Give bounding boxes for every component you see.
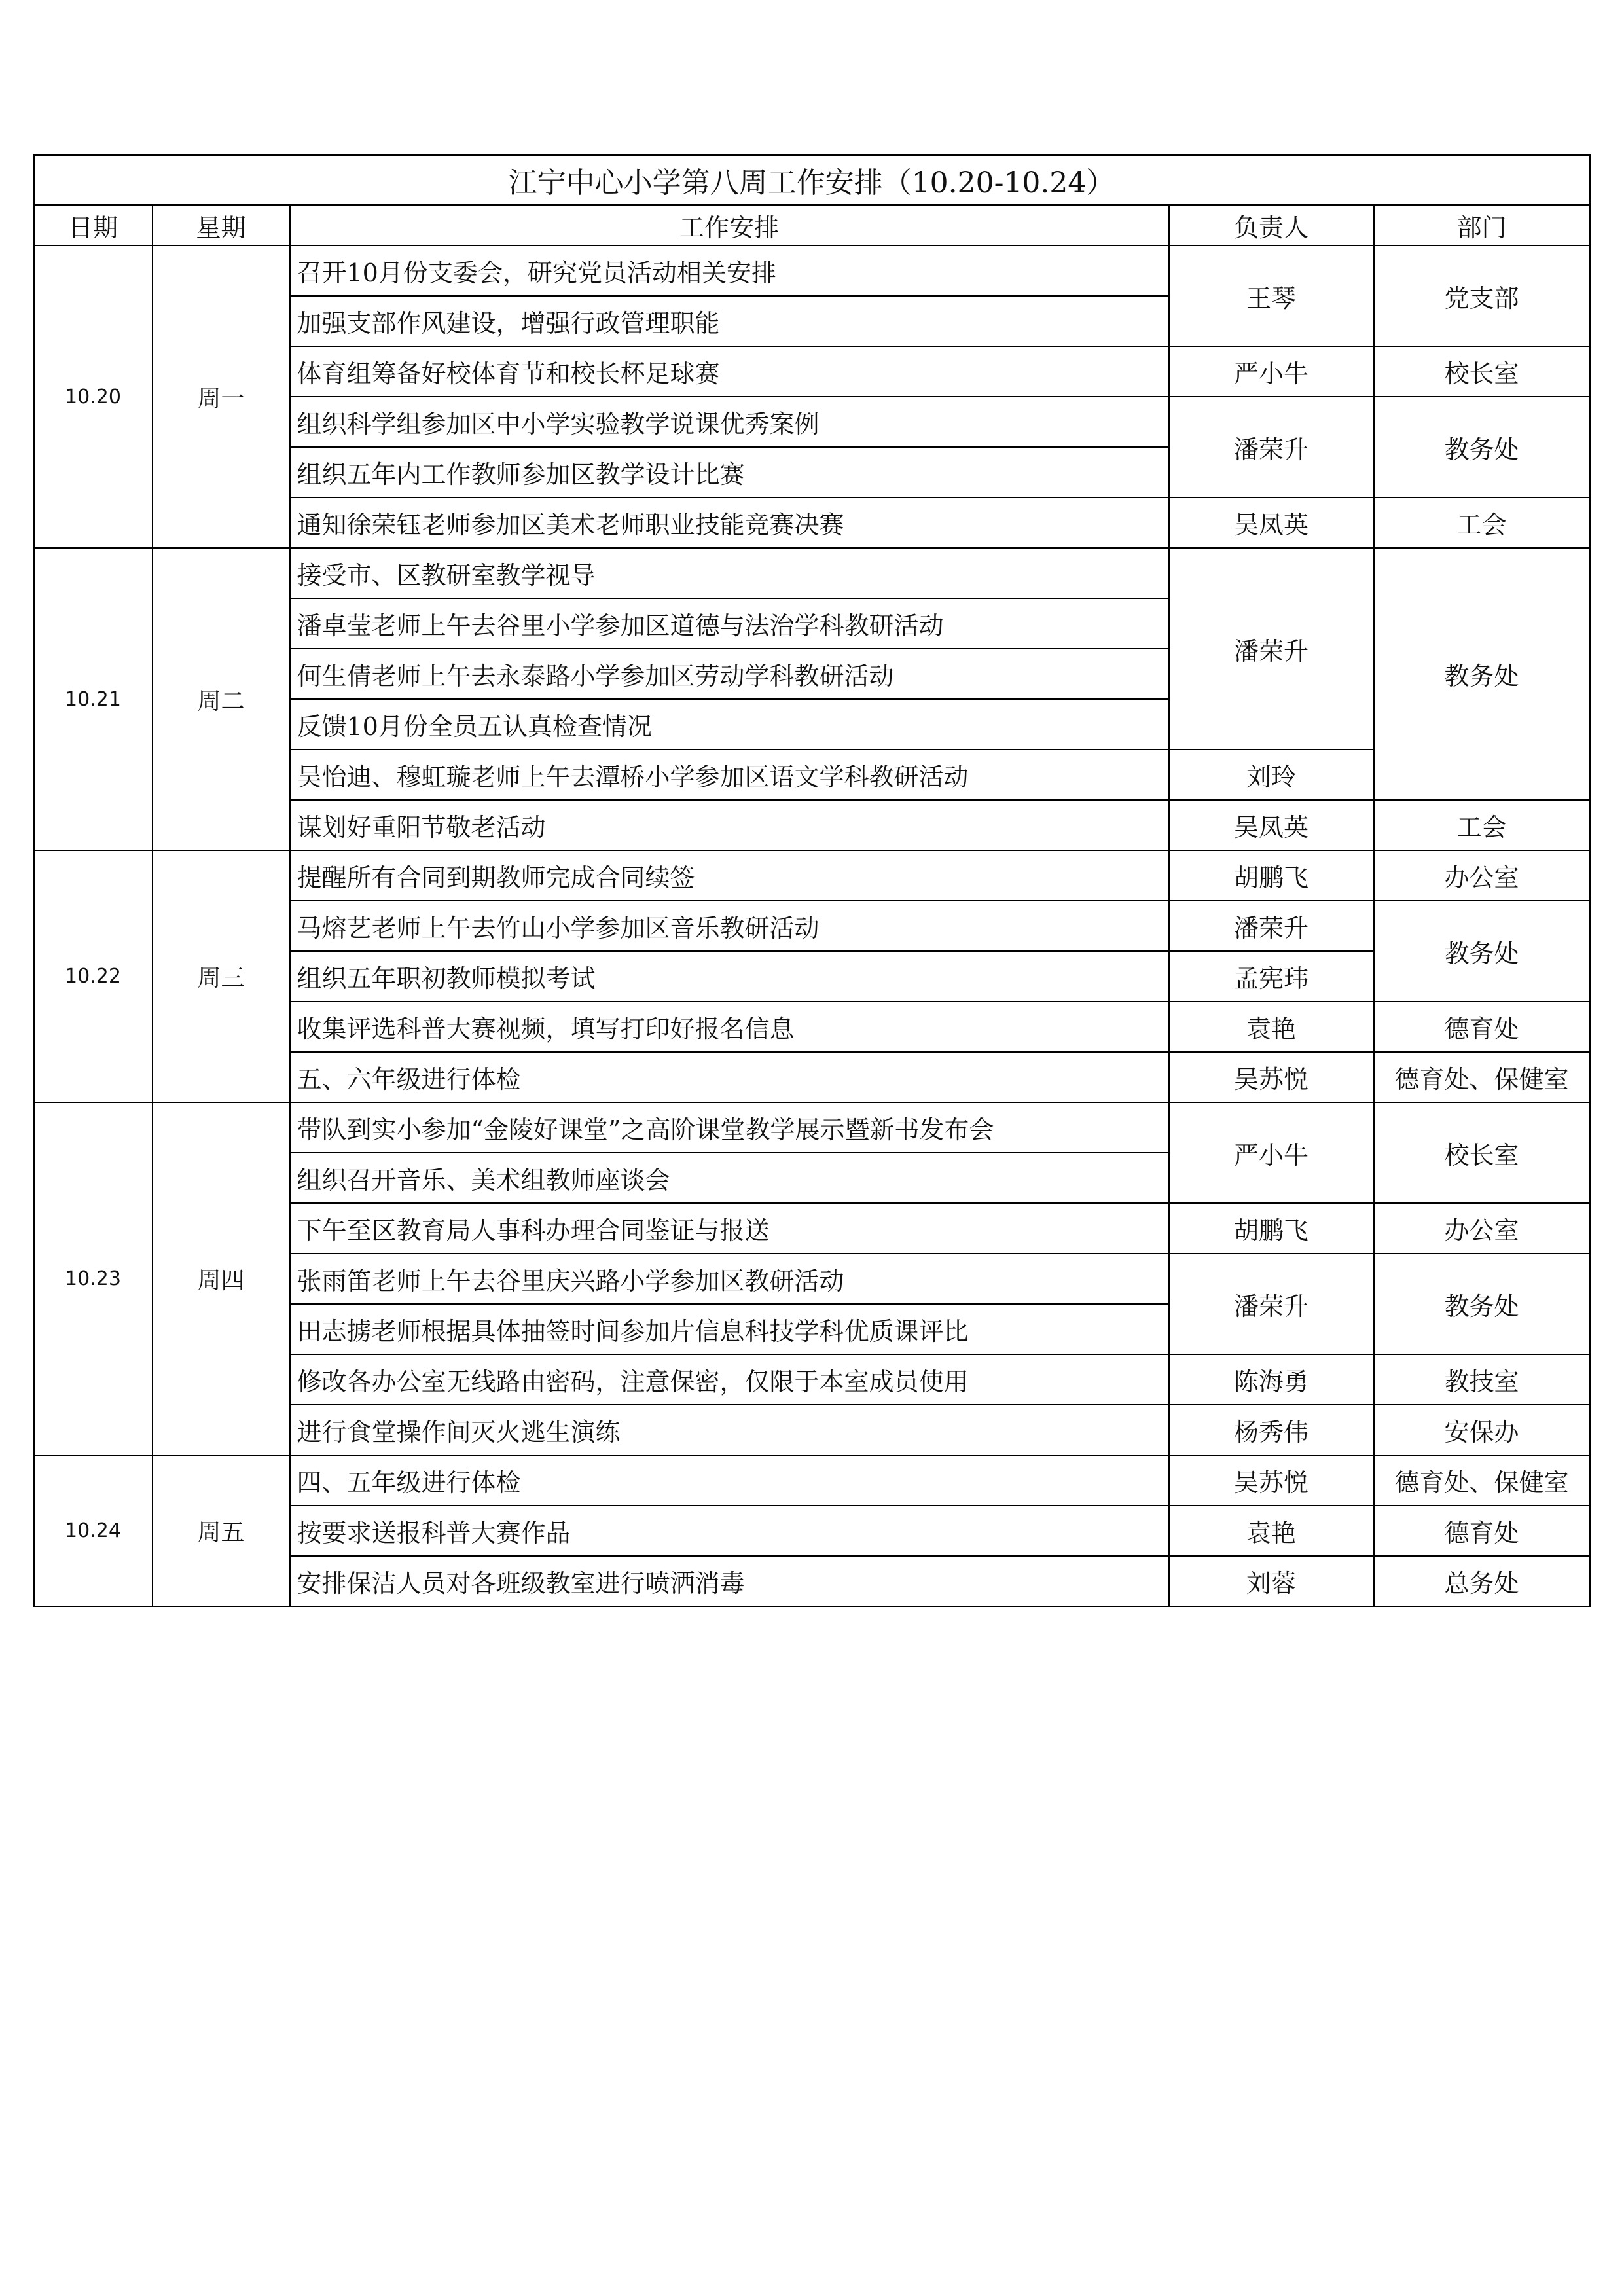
dept-cell: 校长室: [1374, 1102, 1590, 1203]
owner-cell: 吴凤英: [1169, 497, 1374, 548]
dept-cell: 德育处: [1374, 1506, 1590, 1556]
owner-cell: 潘荣升: [1169, 901, 1374, 951]
task-cell: 收集评选科普大赛视频，填写打印好报名信息: [290, 1002, 1169, 1052]
table-row: [34, 1455, 1590, 1506]
dept-cell: 教务处: [1374, 901, 1590, 1002]
weekday-cell: 周五: [153, 1455, 290, 1606]
task-cell: 五、六年级进行体检: [290, 1052, 1169, 1102]
task-cell: 接受市、区教研室教学视导: [290, 548, 1169, 598]
dept-cell: 德育处: [1374, 1002, 1590, 1052]
header-owner: 负责人: [1169, 205, 1374, 246]
date-cell: 10.22: [34, 850, 153, 1102]
dept-cell: 德育处、保健室: [1374, 1052, 1590, 1102]
dept-cell: 教务处: [1374, 548, 1590, 800]
task-cell: 马熔艺老师上午去竹山小学参加区音乐教研活动: [290, 901, 1169, 951]
owner-cell: 刘蓉: [1169, 1556, 1374, 1606]
table-row: [34, 850, 1590, 901]
owner-cell: 潘荣升: [1169, 397, 1374, 497]
task-cell: 提醒所有合同到期教师完成合同续签: [290, 850, 1169, 901]
owner-cell: 吴苏悦: [1169, 1052, 1374, 1102]
table-row: [34, 548, 1590, 598]
owner-cell: 潘荣升: [1169, 548, 1374, 750]
owner-cell: 胡鹏飞: [1169, 1203, 1374, 1254]
table-row: [34, 245, 1590, 296]
owner-cell: 杨秀伟: [1169, 1405, 1374, 1455]
owner-cell: 王琴: [1169, 245, 1374, 346]
header-date: 日期: [34, 205, 153, 246]
task-cell: 进行食堂操作间灭火逃生演练: [290, 1405, 1169, 1455]
owner-cell: 潘荣升: [1169, 1254, 1374, 1354]
task-cell: 安排保洁人员对各班级教室进行喷洒消毒: [290, 1556, 1169, 1606]
schedule-body: [34, 245, 1590, 1606]
owner-cell: 吴凤英: [1169, 800, 1374, 850]
date-cell: 10.23: [34, 1102, 153, 1455]
task-cell: 四、五年级进行体检: [290, 1455, 1169, 1506]
task-cell: 潘卓莹老师上午去谷里小学参加区道德与法治学科教研活动: [290, 598, 1169, 649]
task-cell: 田志掳老师根据具体抽签时间参加片信息科技学科优质课评比: [290, 1304, 1169, 1354]
task-cell: 带队到实小参加“金陵好课堂”之高阶课堂教学展示暨新书发布会: [290, 1102, 1169, 1153]
dept-cell: 校长室: [1374, 346, 1590, 397]
dept-cell: 教技室: [1374, 1354, 1590, 1405]
task-cell: 加强支部作风建设，增强行政管理职能: [290, 296, 1169, 346]
task-cell: 通知徐荣钰老师参加区美术老师职业技能竞赛决赛: [290, 497, 1169, 548]
task-cell: 谋划好重阳节敬老活动: [290, 800, 1169, 850]
owner-cell: 孟宪玮: [1169, 951, 1374, 1002]
task-cell: 反馈10月份全员五认真检查情况: [290, 699, 1169, 750]
weekday-cell: 周二: [153, 548, 290, 850]
dept-cell: 工会: [1374, 497, 1590, 548]
weekday-cell: 周一: [153, 245, 290, 548]
header-task: 工作安排: [290, 205, 1169, 246]
task-cell: 按要求送报科普大赛作品: [290, 1506, 1169, 1556]
weekday-cell: 周三: [153, 850, 290, 1102]
owner-cell: 袁艳: [1169, 1506, 1374, 1556]
task-cell: 组织五年职初教师模拟考试: [290, 951, 1169, 1002]
header-dept: 部门: [1374, 205, 1590, 246]
table-row: [34, 1102, 1590, 1153]
task-cell: 组织五年内工作教师参加区教学设计比赛: [290, 447, 1169, 497]
dept-cell: 工会: [1374, 800, 1590, 850]
owner-cell: 严小牛: [1169, 1102, 1374, 1203]
dept-cell: 安保办: [1374, 1405, 1590, 1455]
owner-cell: 吴苏悦: [1169, 1455, 1374, 1506]
owner-cell: 陈海勇: [1169, 1354, 1374, 1405]
date-cell: 10.20: [34, 245, 153, 548]
weekday-cell: 周四: [153, 1102, 290, 1455]
date-cell: 10.21: [34, 548, 153, 850]
dept-cell: 办公室: [1374, 1203, 1590, 1254]
task-cell: 何生倩老师上午去永泰路小学参加区劳动学科教研活动: [290, 649, 1169, 699]
owner-cell: 严小牛: [1169, 346, 1374, 397]
dept-cell: 办公室: [1374, 850, 1590, 901]
date-cell: 10.24: [34, 1455, 153, 1606]
owner-cell: 袁艳: [1169, 1002, 1374, 1052]
schedule-title: 江宁中心小学第八周工作安排（10.20-10.24）: [34, 156, 1590, 205]
header-row: [34, 205, 1590, 246]
task-cell: 体育组筹备好校体育节和校长杯足球赛: [290, 346, 1169, 397]
dept-cell: 德育处、保健室: [1374, 1455, 1590, 1506]
task-cell: 下午至区教育局人事科办理合同鉴证与报送: [290, 1203, 1169, 1254]
dept-cell: 教务处: [1374, 1254, 1590, 1354]
dept-cell: 党支部: [1374, 245, 1590, 346]
header-weekday: 星期: [153, 205, 290, 246]
task-cell: 修改各办公室无线路由密码，注意保密，仅限于本室成员使用: [290, 1354, 1169, 1405]
task-cell: 组织召开音乐、美术组教师座谈会: [290, 1153, 1169, 1203]
task-cell: 张雨笛老师上午去谷里庆兴路小学参加区教研活动: [290, 1254, 1169, 1304]
work-schedule-table: [33, 154, 1591, 1607]
task-cell: 组织科学组参加区中小学实验教学说课优秀案例: [290, 397, 1169, 447]
dept-cell: 教务处: [1374, 397, 1590, 497]
task-cell: 吴怡迪、穆虹璇老师上午去潭桥小学参加区语文学科教研活动: [290, 750, 1169, 800]
dept-cell: 总务处: [1374, 1556, 1590, 1606]
task-cell: 召开10月份支委会，研究党员活动相关安排: [290, 245, 1169, 296]
owner-cell: 刘玲: [1169, 750, 1374, 800]
owner-cell: 胡鹏飞: [1169, 850, 1374, 901]
